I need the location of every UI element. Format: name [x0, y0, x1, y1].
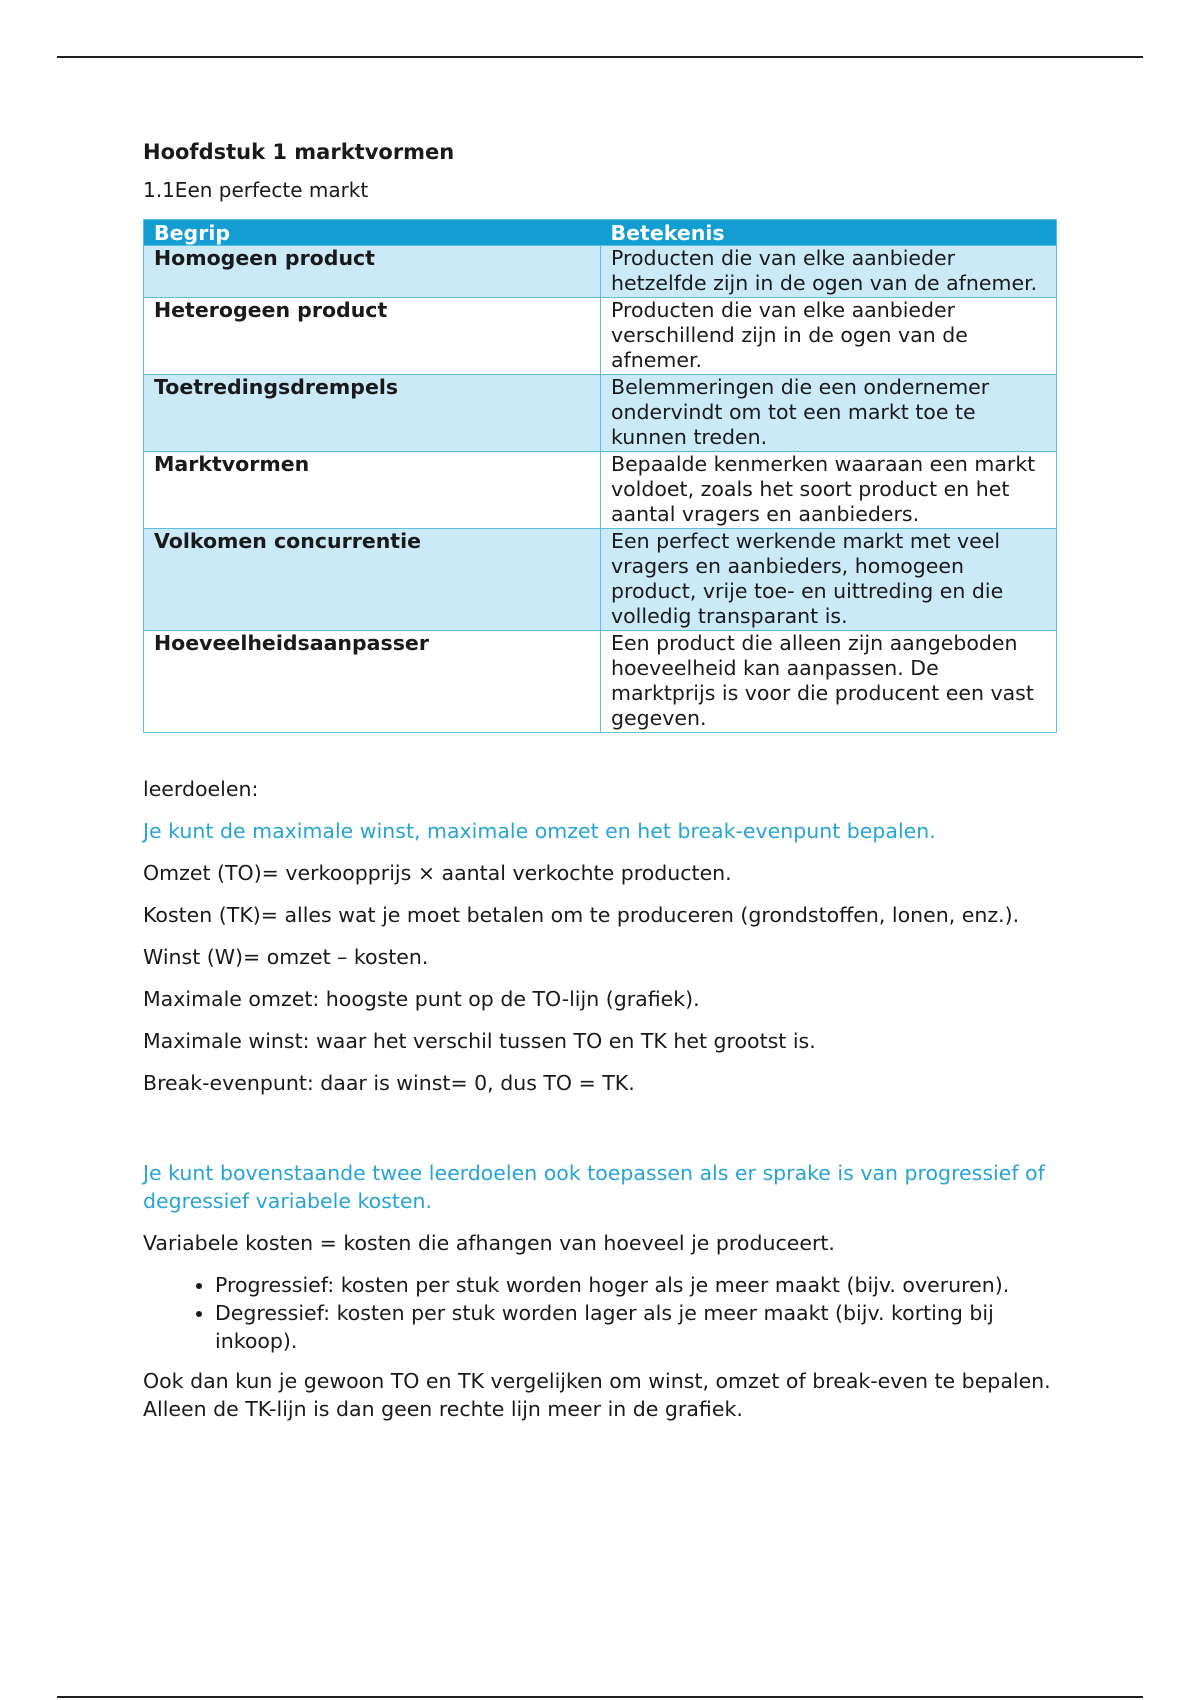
leerdoelen-label: leerdoelen:	[143, 777, 259, 801]
table-row	[144, 375, 1057, 452]
table-header-row	[144, 220, 1057, 246]
definitions-table	[143, 219, 1057, 733]
meaning-cell: Producten die van elke aanbieder hetzelfde zijn in de ogen van de afnemer.	[601, 246, 1057, 298]
definition-kosten: Kosten (TK)= alles wat je moet betalen om te produceren (grondstoffen, lonen, enz.).	[143, 903, 1020, 927]
table-row	[144, 452, 1057, 529]
variable-costs-definition: Variabele kosten = kosten die afhangen van hoeveel je produceert.	[143, 1231, 835, 1255]
conclusion-paragraph: Ook dan kun je gewoon TO en TK vergelijken om winst, omzet of break-even te bepalen. Alleen de TK-lijn is dan geen rechte lijn meer in de grafiek.	[143, 1369, 1051, 1421]
term-cell: Marktvormen	[144, 452, 601, 529]
header-rule	[57, 56, 1143, 58]
header-begrip: Begrip	[144, 220, 601, 246]
term-cell: Toetredingsdrempels	[144, 375, 601, 452]
header-betekenis: Betekenis	[601, 220, 1057, 246]
definition-maximale-omzet: Maximale omzet: hoogste punt op de TO-lijn (grafiek).	[143, 987, 700, 1011]
table-row	[144, 631, 1057, 733]
section-title: 1.1Een perfecte markt	[143, 178, 369, 202]
meaning-cell: Bepaalde kenmerken waaraan een markt voldoet, zoals het soort product en het aantal vragers en aanbieders.	[601, 452, 1057, 529]
document-body	[143, 140, 1063, 1423]
learning-goal-2: Je kunt bovenstaande twee leerdoelen ook toepassen als er sprake is van progressief of degressief variabele kosten.	[143, 1161, 1045, 1213]
definition-winst: Winst (W)= omzet – kosten.	[143, 945, 429, 969]
list-item-degressief: • Degressief: kosten per stuk worden lager als je meer maakt (bijv. korting bij inkoop).	[215, 1299, 1063, 1355]
term-cell: Volkomen concurrentie	[144, 529, 601, 631]
footer-rule	[57, 1696, 1143, 1698]
term-cell: Hoeveelheidsaanpasser	[144, 631, 601, 733]
term-cell: Heterogeen product	[144, 298, 601, 375]
meaning-cell: Producten die van elke aanbieder verschillend zijn in de ogen van de afnemer.	[601, 298, 1057, 375]
cost-types-list	[143, 1271, 1063, 1355]
table-row	[144, 298, 1057, 375]
meaning-cell: Een product die alleen zijn aangeboden hoeveelheid kan aanpassen. De marktprijs is voor die producent een vast gegeven.	[601, 631, 1057, 733]
chapter-title: Hoofdstuk 1 marktvormen	[143, 140, 455, 164]
definition-maximale-winst: Maximale winst: waar het verschil tussen TO en TK het grootst is.	[143, 1029, 816, 1053]
definition-break-evenpunt: Break-evenpunt: daar is winst= 0, dus TO = TK.	[143, 1071, 635, 1095]
learning-goal-1: Je kunt de maximale winst, maximale omzet en het break-evenpunt bepalen.	[143, 819, 936, 843]
meaning-cell: Een perfect werkende markt met veel vragers en aanbieders, homogeen product, vrije toe- en uittreding en die volledig transparant is.	[601, 529, 1057, 631]
table-row	[144, 529, 1057, 631]
list-item-progressief: • Progressief: kosten per stuk worden hoger als je meer maakt (bijv. overuren).	[215, 1271, 1063, 1299]
meaning-cell: Belemmeringen die een ondernemer ondervindt om tot een markt toe te kunnen treden.	[601, 375, 1057, 452]
table-row	[144, 246, 1057, 298]
term-cell: Homogeen product	[144, 246, 601, 298]
definition-omzet: Omzet (TO)= verkoopprijs × aantal verkochte producten.	[143, 861, 732, 885]
